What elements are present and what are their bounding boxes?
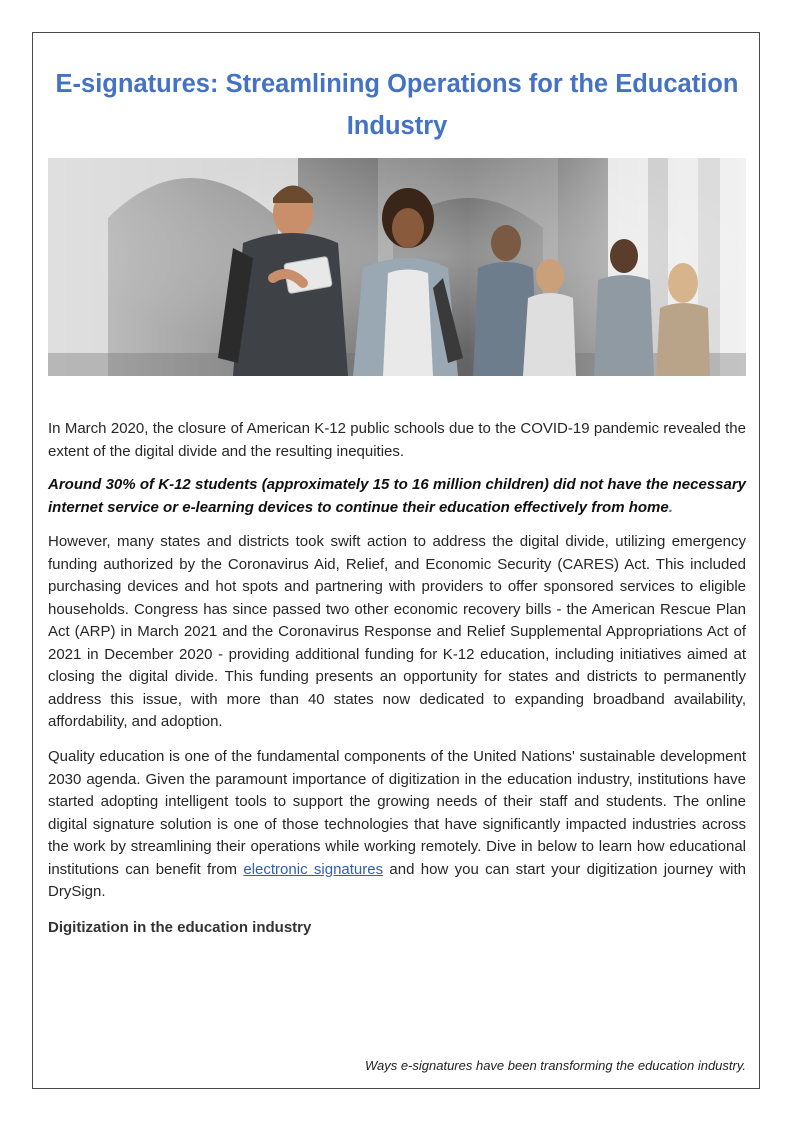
figure-caption: Ways e-signatures have been transforming the education industry.: [364, 1058, 746, 1073]
page-title: E-signatures: Streamlining Operations for the Education Industry: [55, 70, 739, 140]
funding-paragraph: However, many states and districts took swift action to address the digital divide, utilizing emergency funding authorized by the Coronavirus Aid, Relief, and Economic Security (CARES) Act. This included purchasing devices and hot spots and partnering with providers to offer sponsored services to eligible households. Congress has since passed two other economic recovery bills - the American Rescue Plan Act (ARP) in March 2021 and the Coronavirus Response and Relief Supplemental Appropriations Act of 2021 in December 2020 - providing additional funding for K-12 education, including initiatives aimed at closing the digital divide. This funding presents an opportunity for states and districts to permanently address this issue, with more than 40 states now dedicated to expanding broadband availability, affordability, and adoption.: [48, 533, 746, 730]
quality-education-paragraph: [48, 746, 746, 904]
quality-text-after: and how you can start your digitization journey with DrySign.: [48, 860, 746, 900]
students-corridor-photo: [48, 158, 746, 376]
quality-text-before: Quality education is one of the fundamental components of the United Nations' sustainable development 2030 agenda. Given the paramount importance of digitization in the education industry, institutions have started adopting intelligent tools to support the growing needs of their staff and students. The online digital signature solution is one of those technologies that have significantly impacted industries across the work by streamlining their operations while working remotely. Dive in below to learn how educational institutions can benefit from: [48, 748, 746, 878]
hero-image: [48, 158, 746, 376]
statistic-paragraph: [48, 474, 746, 519]
statistic-period: .: [668, 498, 673, 516]
electronic-signatures-link[interactable]: electronic signatures: [243, 860, 384, 878]
intro-paragraph: In March 2020, the closure of American K-12 public schools due to the COVID-19 pandemic revealed the extent of the digital divide and the resulting inequities.: [48, 420, 746, 460]
section-heading: Digitization in the education industry: [48, 919, 312, 936]
statistic-text: Around 30% of K-12 students (approximately 15 to 16 million children) did not have the necessary internet service or e-learning devices to continue their education effectively from home: [48, 476, 746, 516]
